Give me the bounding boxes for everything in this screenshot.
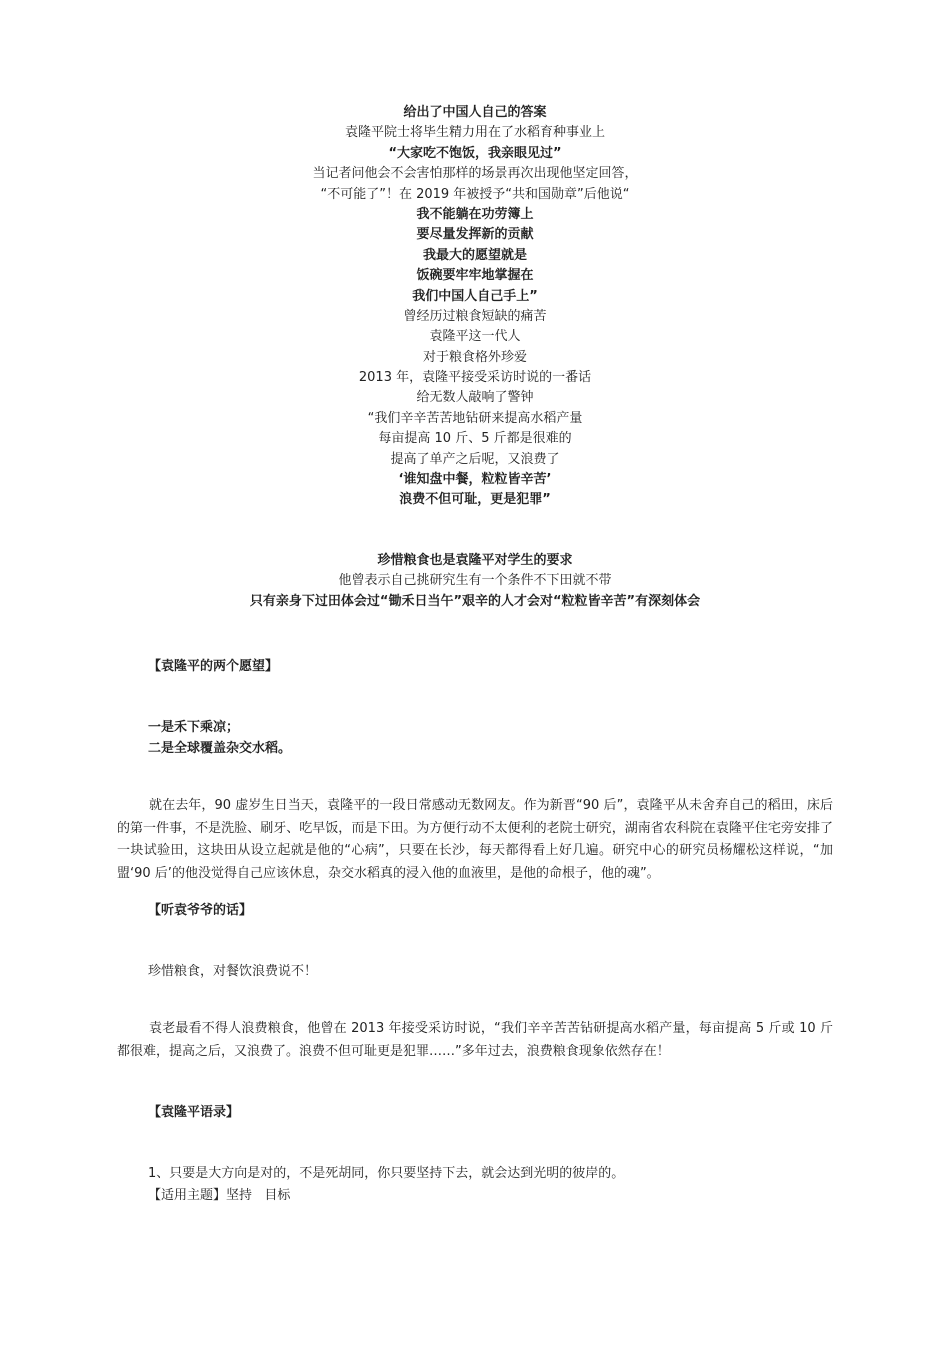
listen-heading: 【听袁爷爷的话】	[148, 903, 253, 918]
wish-1: 一是禾下乘凉；	[148, 720, 240, 735]
poem-line: 2013 年，袁隆平接受采访时说的一番话	[358, 370, 592, 386]
poem-line: 对于粮食格外珍爱	[422, 349, 527, 365]
poem-line: “不可能了”！在 2019 年被授予“共和国勋章”后他说“	[320, 186, 630, 202]
wishes-heading: 【袁隆平的两个愿望】	[148, 659, 279, 674]
poem-line: 提高了单产之后呢，又浪费了	[390, 451, 560, 467]
poem-line: 我不能躺在功劳簿上	[416, 206, 534, 222]
poem-line: 要尽量发挥新的贡献	[416, 227, 534, 243]
poem-line: 袁隆平院士将毕生精力用在了水稻育种事业上	[344, 125, 605, 141]
quote-1-theme: 【适用主题】坚持 目标	[148, 1188, 291, 1203]
students-block	[0, 551, 950, 612]
poem-line: 当记者问他会不会害怕那样的场景再次出现他坚定回答，	[312, 166, 638, 182]
poem-line: 给出了中国人自己的答案	[403, 105, 547, 120]
poem-line: 曾经历过粮食短缺的痛苦	[403, 308, 547, 324]
poem-block	[0, 103, 950, 511]
poem-line: 给无数人敲响了警钟	[416, 390, 534, 406]
poem-line: 每亩提高 10 斤、5 斤都是很难的	[378, 431, 572, 447]
quote-1: 1、只要是大方向是对的，不是死胡同，你只要坚持下去，就会达到光明的彼岸的。	[148, 1166, 625, 1181]
quotes-heading: 【袁隆平语录】	[148, 1105, 240, 1120]
poem-line: “大家吃不饱饭，我亲眼见过”	[388, 145, 562, 161]
students-line: 他曾表示自己挑研究生有一个条件不下田就不带	[338, 573, 612, 589]
poem-line: 浪费不但可耻，更是犯罪”	[399, 492, 551, 508]
wish-2: 二是全球覆盖杂交水稻。	[148, 741, 292, 756]
students-line: 珍惜粮食也是袁隆平对学生的要求	[377, 553, 573, 568]
waste-paragraph: 袁老最看不得人浪费粮食，他曾在 2013 年接受采访时说，“我们辛辛苦苦钻研提高水稻产量，每亩提高 5 斤或 10 斤都很难，提高之后，又浪费了。浪费不但可耻更是犯罪……”多年过去，浪费粮食现象依然存在！	[117, 1021, 833, 1059]
poem-line: 我最大的愿望就是	[422, 247, 527, 263]
poem-line: ‘谁知盘中餐，粒粒皆辛苦’	[398, 472, 552, 488]
poem-line: “我们辛辛苦苦地钻研来提高水稻产量	[367, 410, 583, 426]
poem-line: 袁隆平这一代人	[429, 329, 521, 345]
slogan: 珍惜粮食，对餐饮浪费说不！	[148, 964, 318, 979]
students-line: 只有亲身下过田体会过“锄禾日当午”艰辛的人才会对“粒粒皆辛苦”有深刻体会	[249, 593, 701, 609]
story-paragraph: 就在去年，90 虚岁生日当天，袁隆平的一段日常感动无数网友。作为新晋“90 后”，袁隆平从未舍弃自己的稻田，床后的第一件事，不是洗脸、刷牙、吃早饭，而是下田。为方便行动不太便利的老院士研究，湖南省农科院在袁隆平住宅旁安排了一块试验田，这块田从设立起就是他的“心病”，只要在长沙，每天都得看上好几遍。研究中心的研究员杨耀松这样说，“加盟‘90 后’的他没觉得自己应该休息，杂交水稻真的浸入他的血液里，是他的命根子，他的魂”。	[117, 798, 833, 881]
poem-line: 我们中国人自己手上”	[412, 288, 538, 304]
poem-line: 饭碗要牢牢地掌握在	[416, 268, 534, 284]
